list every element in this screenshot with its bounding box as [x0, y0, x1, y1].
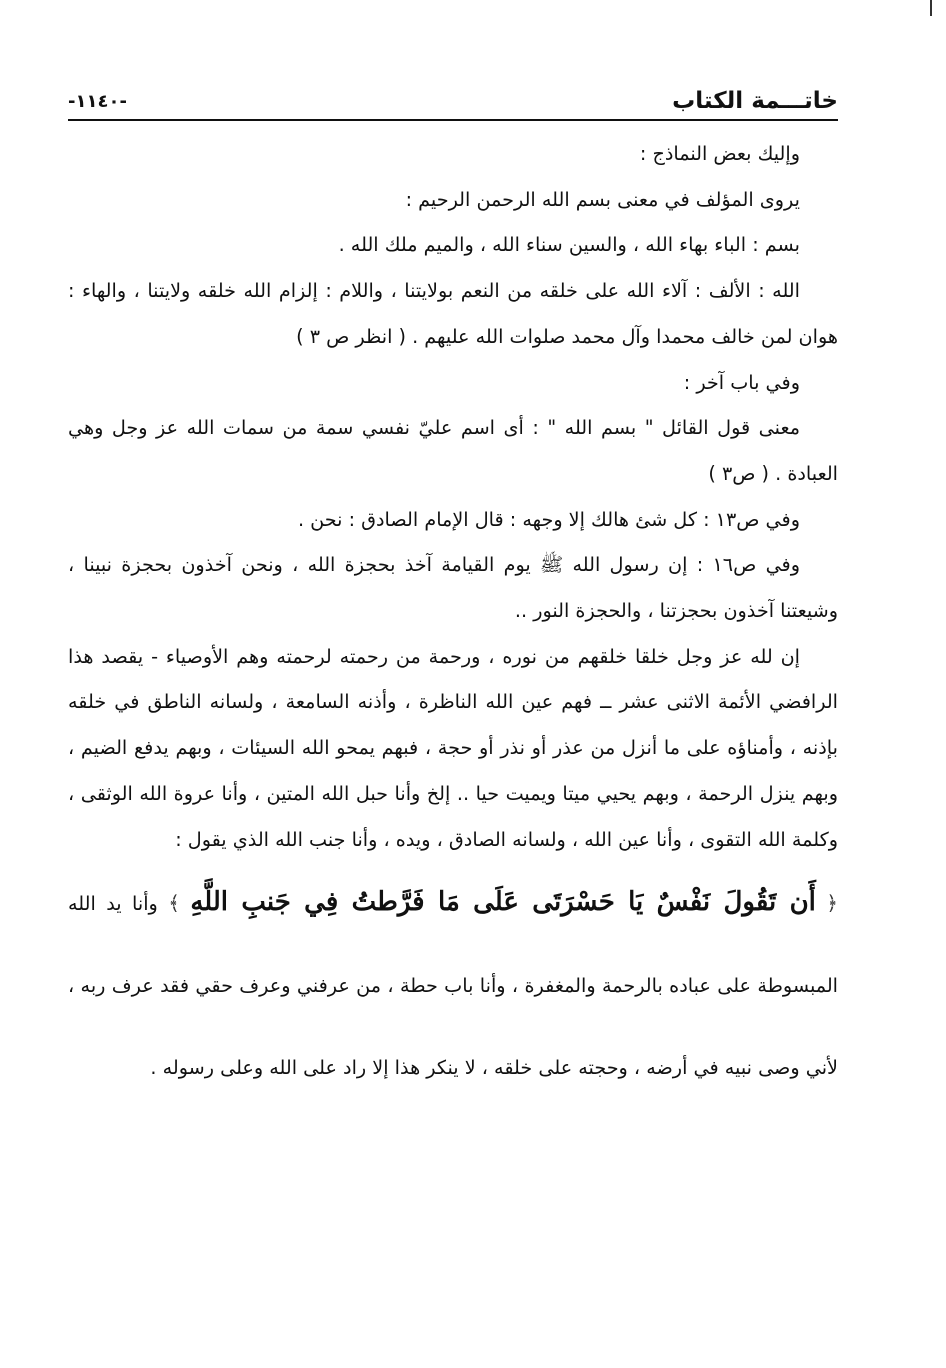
verse-continuation: وأنا يد الله المبسوطة على عباده بالرحمة والمغفرة ، وأنا باب حطة ، من عرفني وعرف حقي فقد عرف ربه ، لأني وصى نبيه في أرضه ، وحجته على خلقه ، لا ينكر هذا إلا راد على الله وعلى رسوله . [68, 892, 838, 1080]
page-number: -١١٤٠- [68, 91, 127, 112]
header-divider [68, 119, 838, 121]
paragraph-page-13: وفي ص١٣ : كل شئ هالك إلا وجهه : قال الإمام الصادق : نحن . [297, 507, 800, 531]
paragraph-basmala-meaning: يروى المؤلف في معنى بسم الله الرحمن الرحيم : [405, 187, 800, 211]
paragraph-another-chapter: وفي باب آخر : [683, 370, 800, 394]
page-body [68, 131, 838, 1109]
book-title: خاتـــمة الكتاب [672, 88, 838, 114]
quran-verse: أَن تَقُولَ نَفْسٌ يَا حَسْرَتَى عَلَى مَا فَرَّطتُ فِي جَنبِ اللَّهِ [190, 887, 816, 918]
paragraph-page-16: وفي ص١٦ : إن رسول الله ﷺ يوم القيامة آخذ بحجزة الله ، ونحن آخذون بحجزة نبينا ، وشيعتنا آخذون بحجزتنا ، والحجزة النور .. [68, 553, 838, 623]
paragraph-bism: بسم : الباء بهاء الله ، والسين سناء الله ، والميم ملك الله . [338, 233, 800, 257]
paragraph-saying-bismillah: معنى قول القائل " بسم الله " : أى اسم عليّ نفسي سمة من سمات الله عز وجل وهي العبادة . ( ص٣ ) [68, 416, 838, 485]
verse-close-bracket: ﴾ [168, 891, 180, 916]
paragraph-verse [68, 862, 838, 1109]
paragraph-allah: الله : الألف : آلاء الله على خلقه من النعم بولايتنا ، واللام : إلزام الله خلقه ولايتنا ، والهاء : هوان لمن خالف محمدا وآل محمد صلوات الله عليهم . ( انظر ص ٣ ) [68, 279, 838, 348]
paragraph-intro: وإليك بعض النماذج : [639, 142, 800, 165]
paragraph-imams: إن لله عز وجل خلقا خلقهم من نوره ، ورحمة من رحمته لرحمته وهم الأوصياء - يقصد هذا الرافضي الأئمة الاثنى عشر ــ فهم عين الله الناظرة ، وأذنه السامعة ، ولسانه الناطق في خلقه بإذنه ، وأمناؤه على ما أنزل من عذر أو نذر أو حجة ، فبهم يمحو الله السيئات ، وبهم يدفع الضيم ، وبهم ينزل الرحمة ، وبهم يحيي ميتا ويميت حيا .. إلخ وأنا حبل الله المتين ، وأنا عروة الله الوثقى ، وكلمة الله التقوى ، وأنا عين الله ، ولسانه الصادق ، ويده ، وأنا جنب الله الذي يقول : [68, 644, 838, 851]
page-header [68, 78, 838, 118]
verse-open-bracket: ﴿ [826, 891, 839, 916]
page-edge-mark [930, 0, 932, 16]
